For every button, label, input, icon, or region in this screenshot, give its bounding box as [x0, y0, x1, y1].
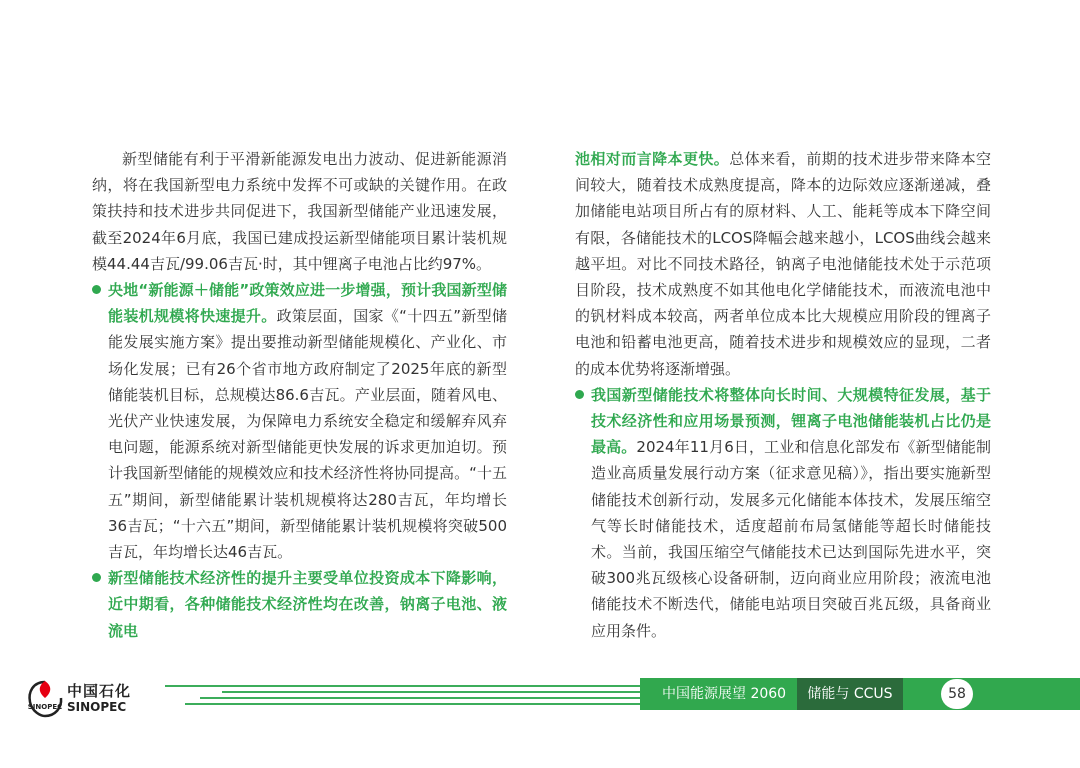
footer-rule [165, 685, 640, 687]
continued-heading: 池相对而言降本更快。 [575, 150, 730, 168]
intro-paragraph: 新型储能有利于平滑新能源发电出力波动、促进新能源消纳，将在我国新型电力系统中发挥不可或缺的关键作用。在政策扶持和技术进步共同促进下，我国新型储能产业迅速发展，截至2024年6月底，我国已建成投运新型储能项目累计装机规模44.44吉瓦/99.06吉瓦·时，其中锂离子电池占比约97%。 [92, 150, 507, 273]
bullet-economics-heading: 新型储能技术经济性的提升主要受单位投资成本下降影响，近中期看，各种储能技术经济性均在改善，钠离子电池、液流电 [108, 569, 507, 640]
bullet-policy-heading: 央地“新能源＋储能”政策效应进一步增强，预计我国新型储能装机规模将快速提升。 [108, 281, 507, 326]
bullet-trend [575, 382, 991, 644]
logo-chinese-name: 中国石化 [67, 682, 132, 700]
footer-rule [200, 697, 640, 699]
bullet-policy-body: 政策层面，国家《“十四五”新型储能发展实施方案》提出要推动新型储能规模化、产业化、市场化发展；已有26个省市地方政府制定了2025年底的新型储能装机目标，总规模达86.6吉瓦。产业层面，随着风电、光伏产业快速发展，为保障电力系统安全稳定和缓解弃风弃电问题，能源系统对新型储能更快发展的诉求更加迫切。预计我国新型储能的规模效应和技术经济性将协同提高。“十五五”期间，新型储能累计装机规模将达280吉瓦，年均增长36吉瓦；“十六五”期间，新型储能累计装机规模将突破500吉瓦，年均增长达46吉瓦。 [108, 307, 507, 562]
section-title: 储能与 CCUS [807, 686, 893, 702]
bullet-economics [92, 565, 507, 644]
sinopec-logo-mark-icon [25, 678, 65, 720]
bullet-policy [92, 277, 507, 565]
continued-paragraph [575, 146, 991, 382]
page-number: 58 [941, 679, 973, 709]
logo-mark-lettering: SINOPEC [27, 703, 63, 711]
logo-english-name: SINOPEC [67, 700, 127, 714]
footer-rule [222, 691, 640, 693]
bullet-dot-icon [575, 390, 584, 399]
right-column [575, 146, 991, 644]
continued-body: 总体来看，前期的技术进步带来降本空间较大，随着技术成熟度提高，降本的边际效应逐渐递减，叠加储能电站项目所占有的原材料、人工、能耗等成本下降空间有限，各储能技术的LCOS降幅会越来越小，LCOS曲线会越来越平坦。对比不同技术路径，钠离子电池储能技术处于示范项目阶段，技术成熟度不如其他电化学储能技术，而液流电池中的钒材料成本较高，两者单位成本比大规模应用阶段的锂离子电池和铅蓄电池更高，随着技术进步和规模效应的显现，二者的成本优势将逐渐增强。 [575, 150, 991, 378]
footer-rule [185, 703, 640, 705]
left-column [92, 146, 507, 644]
page-footer [0, 668, 1080, 728]
bullet-dot-icon [92, 285, 101, 294]
sinopec-logo [25, 678, 155, 720]
publication-title: 中国能源展望 2060 [662, 686, 787, 702]
bullet-trend-heading: 我国新型储能技术将整体向长时间、大规模特征发展，基于技术经济性和应用场景预测，锂离子电池储能装机占比仍是最高。 [591, 385, 991, 457]
bullet-trend-body: 2024年11月6日，工业和信息化部发布《新型储能制造业高质量发展行动方案（征求意见稿）》，指出要实施新型储能技术创新行动，发展多元化储能本体技术，发展压缩空气等长时储能技术，适度超前布局氢储能等超长时储能技术。当前，我国压缩空气储能技术已达到国际先进水平，突破300兆瓦级核心设备研制，迈向商业应用阶段；液流电池储能技术不断迭代，储能电站项目突破百兆瓦级，具备商业应用条件。 [591, 438, 991, 640]
bullet-dot-icon [92, 573, 101, 582]
